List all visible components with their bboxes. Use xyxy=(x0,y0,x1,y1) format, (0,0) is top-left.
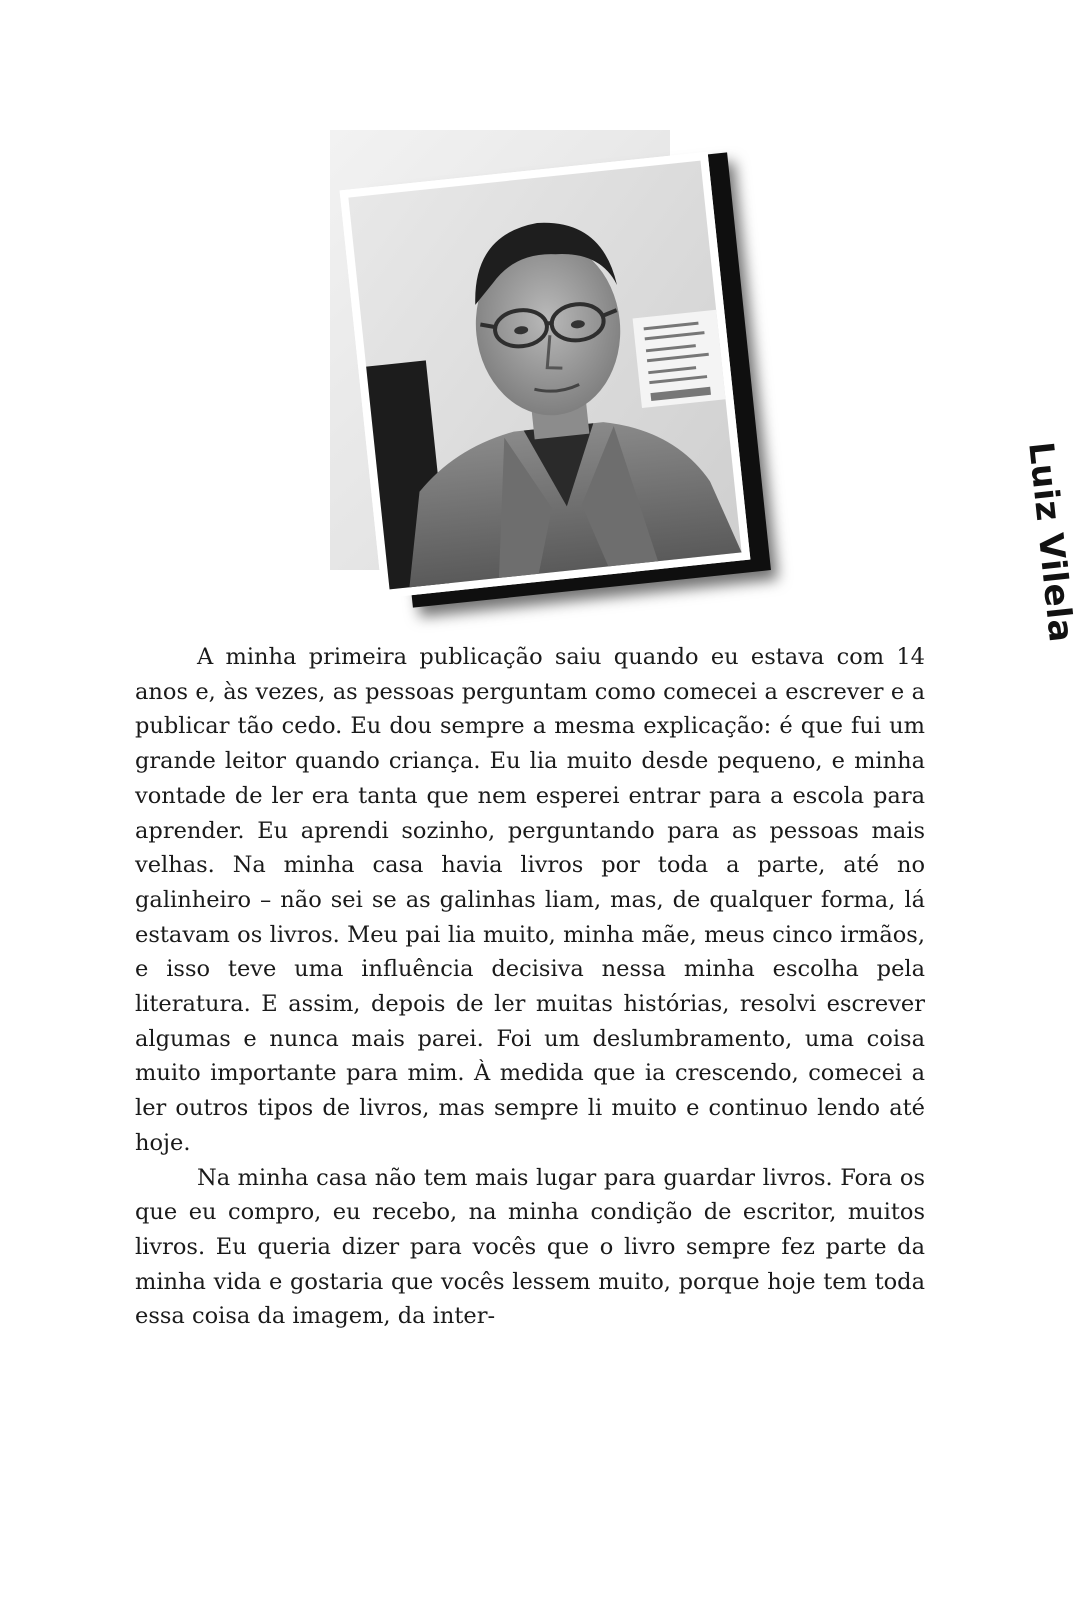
paragraph-1: A minha primeira publicação saiu quando eu estava com 14 anos e, às vezes, as pessoas perguntam como comecei a escrever e a publicar tão cedo. Eu dou sempre a mesma explicação: é que fui um grande leitor quando criança. Eu lia muito desde pequeno, e minha vontade de ler era tanta que nem esperei entrar para a escola para aprender. Eu aprendi sozinho, perguntando para as pessoas mais velhas. Na minha casa havia livros por toda a parte, até no galinheiro – não sei se as galinhas liam, mas, de qualquer forma, lá estavam os livros. Meu pai lia muito, minha mãe, meus cinco irmãos, e isso teve uma influência decisiva nessa minha escolha pela literatura. E assim, depois de ler muitas histórias, resolvi escrever algumas e nunca mais parei. Foi um deslumbramento, uma coisa muito importante para mim. À medida que ia crescendo, comecei a ler outros tipos de livros, mas sempre li muito e continuo lendo até hoje. xyxy=(135,644,925,1156)
author-photo xyxy=(340,152,751,598)
author-photo-frame xyxy=(330,130,1081,645)
photo-caption: Luiz Vilela xyxy=(1020,440,1081,645)
paragraph-2: Na minha casa não tem mais lugar para guardar livros. Fora os que eu compro, eu recebo, na minha condição de escritor, muitos livros. Eu queria dizer para vocês que o livro sempre fez parte da minha vida e gostaria que vocês lessem muito, porque hoje tem toda essa coisa da imagem, da inter- xyxy=(135,1164,925,1330)
portrait-illustration xyxy=(348,161,741,590)
body-text xyxy=(135,640,925,1334)
